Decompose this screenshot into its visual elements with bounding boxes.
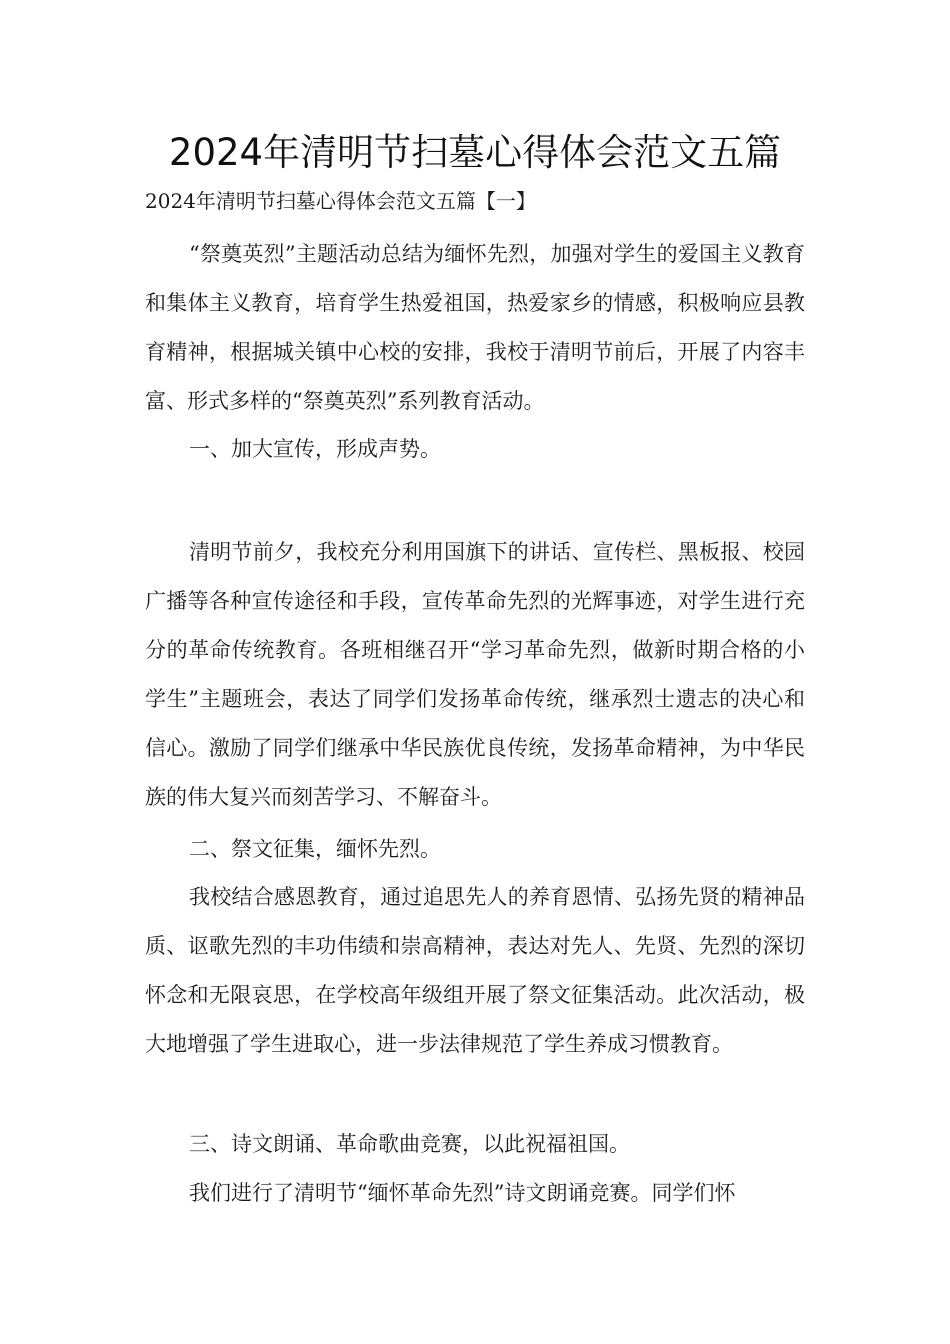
- document-subtitle: 2024年清明节扫墓心得体会范文五篇【一】: [145, 189, 536, 213]
- section-heading-3: 三、诗文朗诵、革命歌曲竞赛，以此祝福祖国。: [189, 1132, 630, 1156]
- paragraph-intro: “祭奠英烈”主题活动总结为缅怀先烈，加强对学生的爱国主义教育和集体主义教育，培育学生热爱祖国，热爱家乡的情感，积极响应县教育精神，根据城关镇中心校的安排，我校于清明节前后，开展了内容丰富、形式多样的“祭奠英烈”系列教育活动。: [145, 242, 805, 413]
- section-heading-2: 二、祭文征集，缅怀先烈。: [189, 837, 441, 861]
- paragraph-publicity: 清明节前夕，我校充分利用国旗下的讲话、宣传栏、黑板报、校园广播等各种宣传途径和手段，宣传革命先烈的光辉事迹，对学生进行充分的革命传统教育。各班相继召开“学习革命先烈，做新时期合格的小学生”主题班会，表达了同学们发扬革命传统，继承烈士遗志的决心和信心。激励了同学们继承中华民族优良传统，发扬革命精神，为中华民族的伟大复兴而刻苦学习、不解奋斗。: [145, 540, 805, 809]
- paragraph-recitation: 我们进行了清明节“缅怀革命先烈”诗文朗诵竞赛。同学们怀: [189, 1181, 736, 1205]
- paragraph-eulogy: 我校结合感恩教育，通过追思先人的养育恩情、弘扬先贤的精神品质、讴歌先烈的丰功伟绩和崇高精神，表达对先人、先贤、先烈的深切怀念和无限哀思，在学校高年级组开展了祭文征集活动。此次活动，极大地增强了学生进取心，进一步法律规范了学生养成习惯教育。: [145, 885, 805, 1056]
- document-title: 2024年清明节扫墓心得体会范文五篇: [168, 131, 782, 174]
- section-heading-1: 一、加大宣传，形成声势。: [189, 437, 441, 461]
